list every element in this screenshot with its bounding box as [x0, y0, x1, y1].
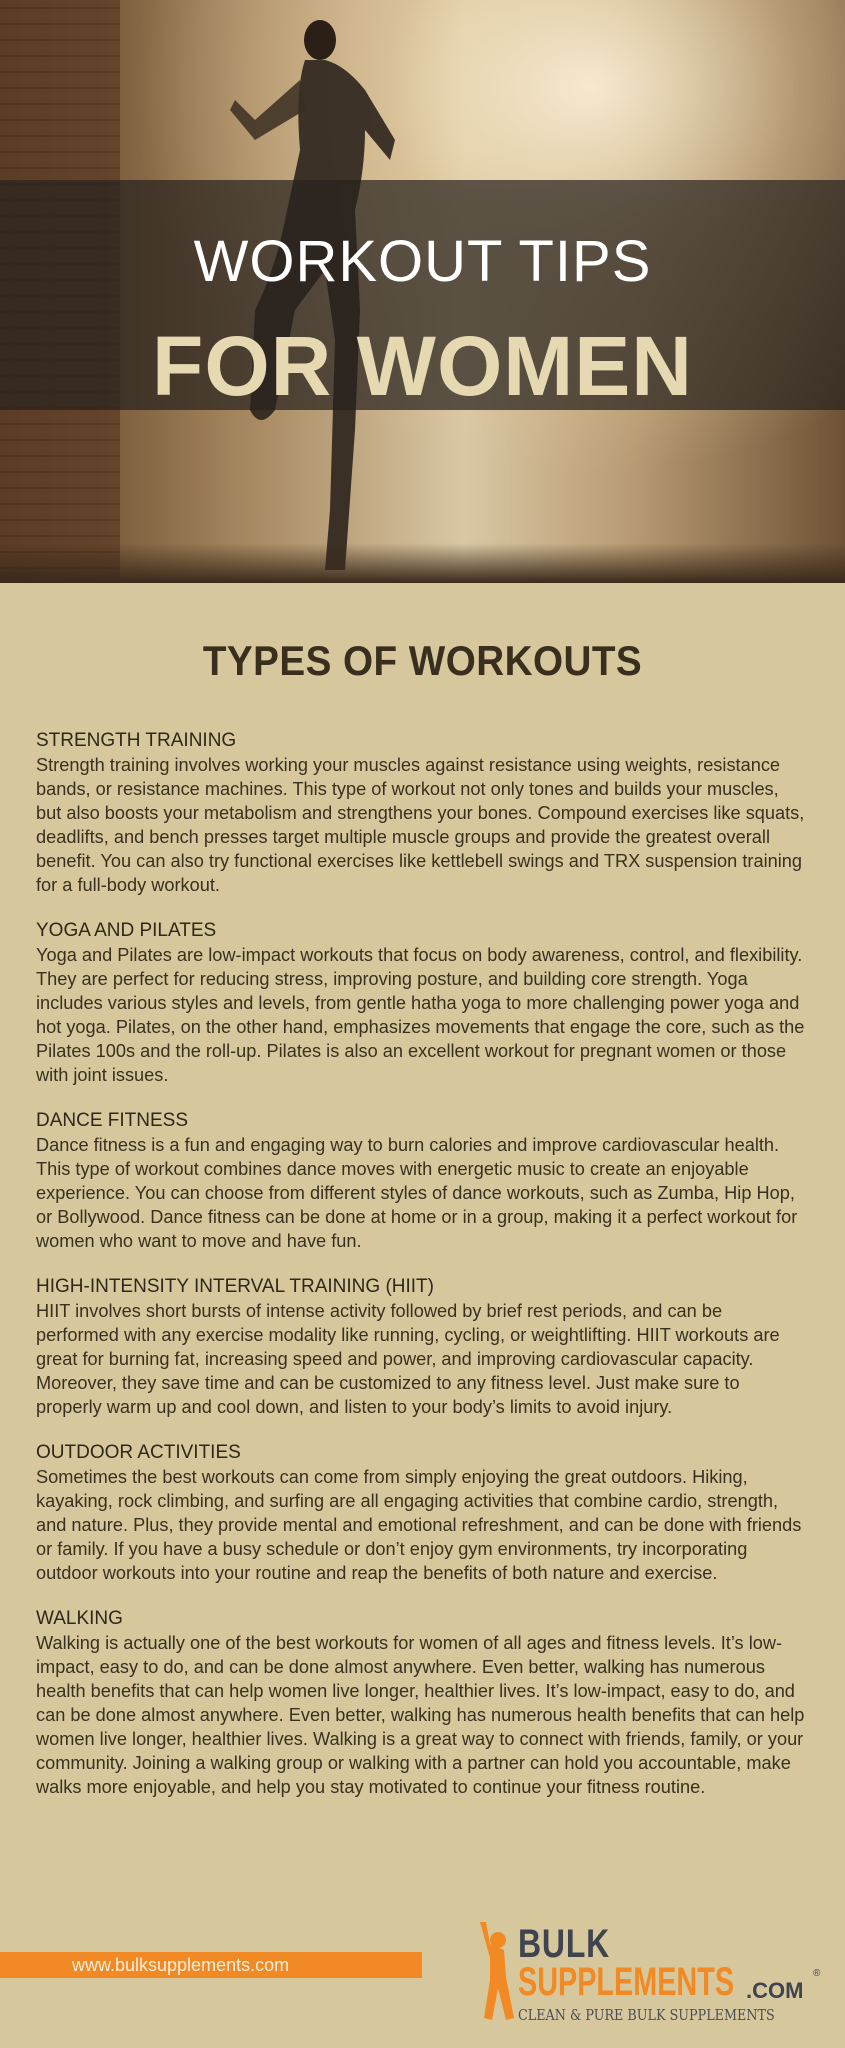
workout-section-outdoor	[36, 1441, 809, 1585]
workout-section-yoga	[36, 919, 809, 1087]
logo-text-com: .COM	[746, 1978, 804, 2003]
section-body: Walking is actually one of the best workouts for women of all ages and fitness levels. It’s low-impact, easy to do, and can be done almost anywhere. Even better, walking has numerous health benefits that can help women live longer, healthier lives. It’s low-impact, easy to do, and can be done almost anywhere. Even better, walking has numerous health benefits that can help women live longer, healthier lives. Walking is a great way to connect with friends, family, or your community. Joining a walking group or walking with a partner can hold you accountable, make walks more enjoyable, and help you stay motivated to continue your fitness routine.	[36, 1633, 805, 1797]
website-url[interactable]: www.bulksupplements.com	[72, 1955, 290, 1975]
hero-title-line2: FOR WOMEN	[152, 319, 693, 413]
workout-section-dance	[36, 1109, 809, 1253]
section-body: Sometimes the best workouts can come from simply enjoying the great outdoors. Hiking, kayaking, rock climbing, and surfing are all engaging activities that combine cardio, strength, and nature. Plus, they provide mental and emotional refreshment, and can be done with friends or family. If you have a busy schedule or don’t enjoy gym environments, try incorporating outdoor workouts into your routine and reap the benefits of both nature and exercise.	[36, 1467, 802, 1583]
section-title: WALKING	[36, 1608, 123, 1629]
workout-section-strength	[36, 729, 809, 897]
section-body: Strength training involves working your muscles against resistance using weights, resistance bands, or resistance machines. This type of workout not only tones and builds your muscles, but also boosts your metabolism and strengthens your bones. Compound exercises like squats, deadlifts, and bench presses target multiple muscle groups and provide the greatest overall benefit. You can also try functional exercises like kettlebell swings and TRX suspension training for a full-body workout.	[36, 755, 805, 895]
section-body: HIIT involves short bursts of intense activity followed by brief rest periods, and can be performed with any exercise modality like running, cycling, or weightlifting. HIIT workouts are great for burning fat, increasing speed and power, and improving cardiovascular capacity. Moreover, they save time and can be customized to any fitness level. Just make sure to properly warm up and cool down, and listen to your body’s limits to avoid injury.	[36, 1301, 780, 1417]
section-title: YOGA AND PILATES	[36, 920, 217, 941]
workout-section-walking	[36, 1607, 809, 1799]
logo-text-bulk: BULK	[518, 1922, 611, 1966]
section-heading: TYPES OF WORKOUTS	[202, 637, 643, 684]
registered-mark: ®	[813, 1968, 821, 1979]
logo-text-supplements: SUPPLEMENTS	[518, 1960, 735, 2004]
workout-section-hiit	[36, 1275, 809, 1419]
floor-shadow	[0, 543, 845, 583]
section-title: OUTDOOR ACTIVITIES	[36, 1442, 241, 1463]
logo-tagline: CLEAN & PURE BULK SUPPLEMENTS	[518, 2006, 775, 2024]
section-title: DANCE FITNESS	[36, 1110, 189, 1131]
main-content	[0, 631, 845, 1799]
footer	[0, 1920, 845, 2048]
hero-banner	[0, 0, 845, 583]
bulksupplements-logo[interactable]	[476, 1920, 836, 2030]
section-body: Yoga and Pilates are low-impact workouts that focus on body awareness, control, and flexibility. They are perfect for reducing stress, improving posture, and building core strength. Yoga includes various styles and levels, from gentle hatha yoga to more challenging power yoga and hot yoga. Pilates, on the other hand, emphasizes movements that engage the core, such as the Pilates 100s and the roll-up. Pilates is also an excellent workout for pregnant women or those with joint issues.	[36, 945, 805, 1085]
hero-title-line1: WORKOUT TIPS	[193, 229, 652, 294]
website-url-bar[interactable]	[0, 1952, 422, 1978]
section-body: Dance fitness is a fun and engaging way to burn calories and improve cardiovascular health. This type of workout combines dance moves with energetic music to create an enjoyable experience. You can choose from different styles of dance workouts, such as Zumba, Hip Hop, or Bollywood. Dance fitness can be done at home or in a group, making it a perfect workout for women who want to move and have fun.	[36, 1135, 798, 1251]
person-jumping-icon	[476, 1922, 518, 2022]
section-title: STRENGTH TRAINING	[36, 730, 237, 751]
section-title: HIGH-INTENSITY INTERVAL TRAINING (HIIT)	[36, 1276, 434, 1297]
